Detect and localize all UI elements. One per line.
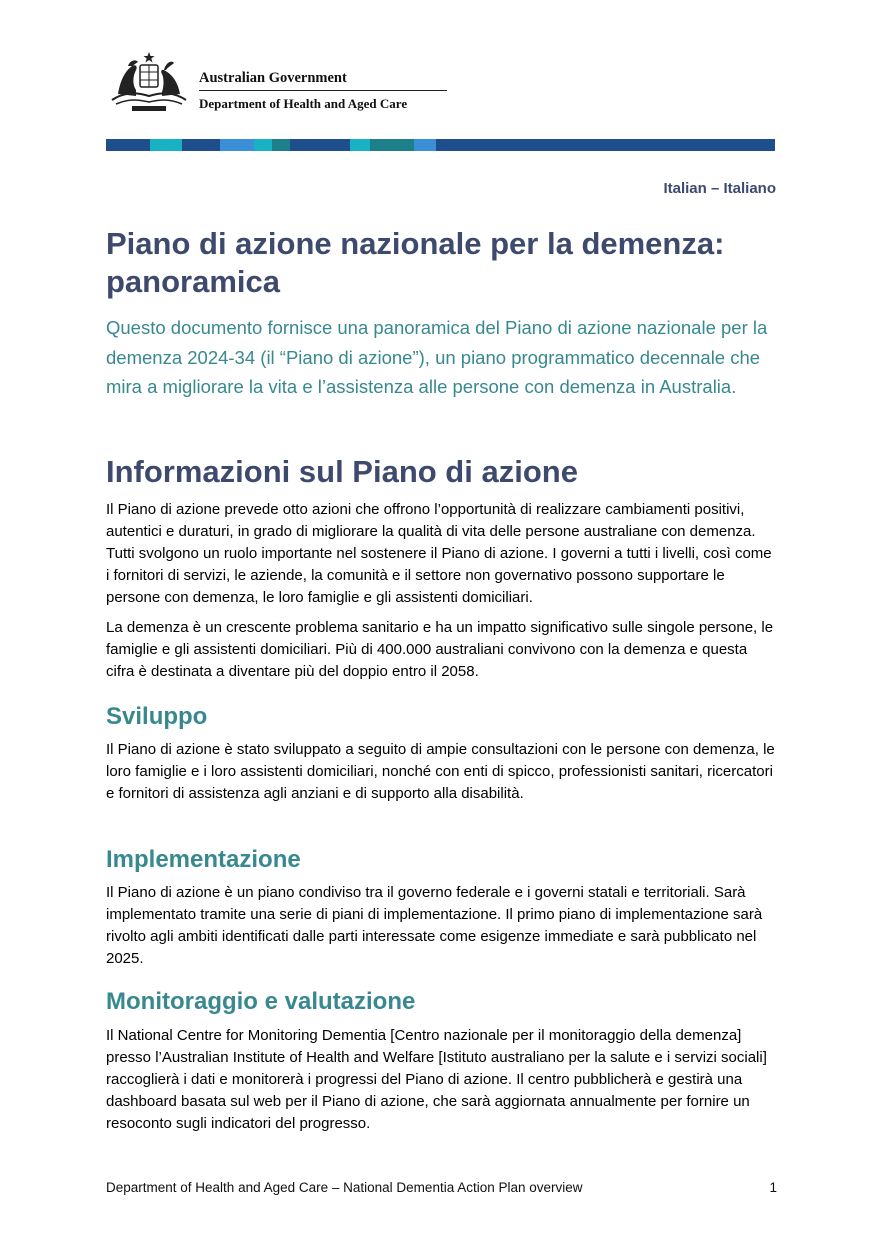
coat-of-arms-logo — [106, 50, 192, 114]
logo-divider — [199, 90, 447, 91]
stripe-segment — [370, 139, 414, 151]
stripe-segment — [106, 139, 150, 151]
stripe-segment — [150, 139, 182, 151]
monitoring-paragraph: Il National Centre for Monitoring Dementia [Centro nazionale per il monitoraggio della demenza] presso l’Australian Institute of Health and Welfare [Istituto australiano per la salute e i servizi sociali] raccoglierà i dati e monitorerà i progressi del Piano di azione. Il centro pubblicherà e gestirà una dashboard basata sul web per il Piano di azione, che sarà aggiornata annualmente per fornire un resoconto sugli indicatori del progresso. — [106, 1027, 767, 1132]
stripe-segment — [290, 139, 350, 151]
page-number: 1 — [769, 1180, 777, 1195]
intro-paragraph: Questo documento fornisce una panoramica del Piano di azione nazionale per la demenza 2024-34 (il “Piano di azione”), un piano programmatico decennale che mira a migliorare la vita e l’assistenza alle persone con demenza in Australia. — [106, 317, 768, 397]
stripe-segment — [414, 139, 436, 151]
stripe-segment — [350, 139, 370, 151]
stripe-segment — [436, 139, 775, 151]
document-title: Piano di azione nazionale per la demenza: panoramica — [106, 226, 725, 299]
about-paragraph-2: La demenza è un crescente problema sanitario e ha un impatto significativo sulle singole persone, le famiglie e gli assistenti domiciliari. Più di 400.000 australiani convivono con la demenza e questa cifra è destinata a diventare più del doppio entro il 2058. — [106, 619, 774, 680]
stripe-segment — [220, 139, 254, 151]
stripe-segment — [254, 139, 272, 151]
brand-stripe — [106, 139, 775, 151]
stripe-segment — [182, 139, 220, 151]
footer-text: Department of Health and Aged Care – National Dementia Action Plan overview — [106, 1180, 583, 1195]
section-heading-about: Informazioni sul Piano di azione — [106, 454, 578, 489]
section-heading-implementation: Implementazione — [106, 846, 301, 873]
government-name: Australian Government — [199, 70, 347, 86]
section-heading-development: Sviluppo — [106, 703, 208, 730]
section-heading-monitoring: Monitoraggio e valutazione — [106, 988, 416, 1015]
implementation-paragraph: Il Piano di azione è un piano condiviso tra il governo federale e i governi statali e territoriali. Sarà implementato tramite una serie di piani di implementazione. Il primo piano di implementazione sarà rivolto agli ambiti identificati dalle parti interessate come esigenze immediate e sarà pubblicato nel 2025. — [106, 884, 763, 967]
stripe-segment — [272, 139, 290, 151]
development-paragraph: Il Piano di azione è stato sviluppato a seguito di ampie consultazioni con le persone con demenza, le loro famiglie e i loro assistenti domiciliari, nonché con enti di spicco, professionisti sanitari, ricercatori e fornitori di assistenza agli anziani e di supporto alla disabilità. — [106, 741, 775, 802]
language-label: Italian – Italiano — [663, 180, 776, 197]
department-name: Department of Health and Aged Care — [199, 96, 408, 111]
about-paragraph-1: Il Piano di azione prevede otto azioni che offrono l’opportunità di realizzare cambiamenti positivi, autentici e duraturi, in grado di migliorare la qualità di vita delle persone australiane con demenza. Tutti svolgono un ruolo importante nel sostenere il Piano di azione. I governi a tutti i livelli, così come i fornitori di servizi, le aziende, la comunità e il settore non governativo possono supportare le persone con demenza, le loro famiglie e gli assistenti domiciliari. — [106, 501, 772, 606]
page-header — [106, 50, 776, 120]
